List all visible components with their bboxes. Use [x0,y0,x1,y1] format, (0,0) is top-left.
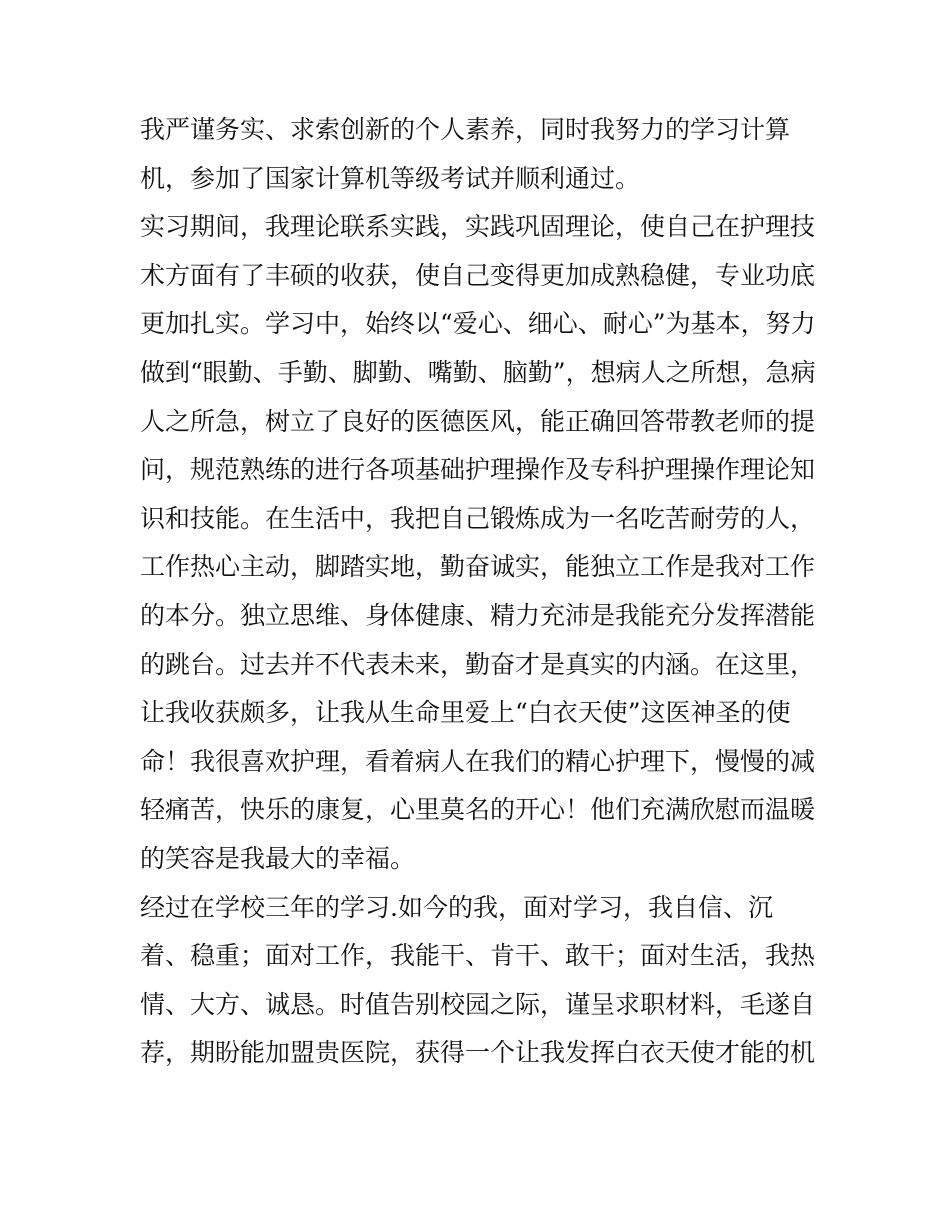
document-body [140,106,820,1078]
text-line-13: 让我收获颇多，让我从生命里爱上“白衣天使”这医神圣的使 [140,698,791,728]
text-line-11: 的本分。独立思维、身体健康、精力充沛是我能充分发挥潜能 [140,600,816,630]
text-line-18: 着、稳重；面对工作，我能干、肯干、敢干；面对生活，我热 [140,941,816,971]
text-line-2: 机，参加了国家计算机等级考试并顺利通过。 [140,163,641,193]
text-line-5: 更加扎实。学习中，始终以“爱心、细心、耐心”为基本，努力 [140,309,816,339]
text-line-4: 术方面有了丰硕的收获，使自己变得更加成熟稳健，专业功底 [140,260,816,290]
text-line-1: 我严谨务实、求索创新的个人素养，同时我努力的学习计算 [140,115,791,144]
text-line-15: 轻痛苦，快乐的康复，心里莫名的开心！他们充满欣慰而温暖 [140,795,816,825]
text-line-9: 识和技能。在生活中，我把自己锻炼成为一名吃苦耐劳的人， [140,503,816,533]
text-line-6: 做到“眼勤、手勤、脚勤、嘴勤、脑勤”，想病人之所想，急病 [140,357,816,387]
text-line-7: 人之所急，树立了良好的医德医风，能正确回答带教老师的提 [140,406,816,436]
text-line-3: 实习期间，我理论联系实践，实践巩固理论，使自己在护理技 [140,212,816,242]
text-line-16: 的笑容是我最大的幸福。 [140,843,416,873]
text-line-17: 经过在学校三年的学习.如今的我，面对学习，我自信、沉 [140,892,773,922]
text-line-12: 的跳台。过去并不代表未来，勤奋才是真实的内涵。在这里， [140,649,816,679]
text-line-8: 问，规范熟练的进行各项基础护理操作及专科护理操作理论知 [140,455,816,485]
text-line-14: 命！我很喜欢护理，看着病人在我们的精心护理下，慢慢的减 [140,746,816,776]
text-line-10: 工作热心主动，脚踏实地，勤奋诚实，能独立工作是我对工作 [140,552,816,582]
text-line-20: 荐，期盼能加盟贵医院，获得一个让我发挥白衣天使才能的机 [140,1038,816,1068]
text-line-19: 情、大方、诚恳。时值告别校园之际，谨呈求职材料，毛遂自 [140,989,816,1019]
